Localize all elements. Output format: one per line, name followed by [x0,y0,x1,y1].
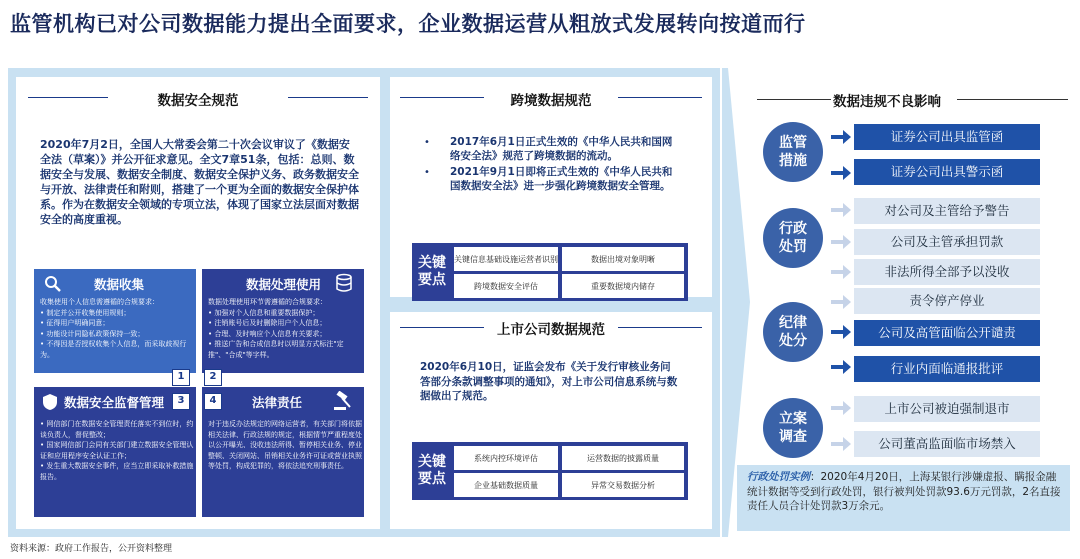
listed-paragraph: 2020年6月10日，证监会发布《关于发行审核业务问答部分条款调整事项的通知》，对上市公司信息系统与数据做出了规范。 [420,361,678,402]
key-points-box [412,442,688,500]
arrow-right-icon [831,401,851,415]
case-label: 行政处罚实例 [747,471,810,483]
key-points-box [412,243,688,301]
tile-data-collection [34,269,196,373]
key-point: 数据出境对象明晰 [562,247,684,271]
impact-item: 对公司及主管给予警告 [854,198,1040,224]
source-note: 资料来源：政府工作报告，公开资料整理 [10,544,173,554]
arrow-right-icon [831,437,851,451]
key-point: 运营数据的披露质量 [562,446,684,470]
key-label: 关键要点 [418,255,446,288]
key-label: 关键要点 [418,454,446,487]
arrow-right-icon [831,203,851,217]
arrow-right-icon [831,360,851,374]
impact-item: 证券公司出具警示函 [854,159,1040,185]
list-item: 2021年9月1日即将正式生效的《中华人民共和国数据安全法》进一步强化跨境数据安全管理。 [450,166,673,192]
section-title: 上市公司数据规范 [497,322,605,338]
shield-icon [42,393,58,411]
gavel-icon [332,391,354,411]
key-point: 重要数据境内储存 [562,274,684,298]
tile-body: 收集使用个人信息需遵循的合规要求： • 制定并公开收集使用规则； • 征得用户明确同意； • 功能设计同隐私政策保持一致； • 不得因是否授权收集个人信息，而采取歧视行为。 [40,298,187,359]
impact-title: 数据违规不良影响 [833,94,941,110]
key-point: 异常交易数据分析 [562,473,684,497]
impact-item: 证券公司出具监管函 [854,124,1040,150]
tile-title: 数据安全监督管理 [64,395,165,410]
number-badge: 2 [204,369,222,386]
impact-item: 公司及主管承担罚款 [854,229,1040,255]
arrow-right-icon [831,130,851,144]
arrow-right-icon [831,235,851,249]
impact-item: 行业内面临通报批评 [854,356,1040,382]
case-example-box [737,465,1070,531]
key-point: 跨境数据安全评估 [454,274,558,298]
tile-body: 数据处理使用环节需遵循的合规要求： • 加强对个人信息和重要数据保护； • 注销账号后及时删除用户个人信息； • 合理、及时响应个人信息有关要求； • 推送广告和合成信息时以明显方式标注"定推"、"合成"等字样。 [208,298,344,359]
case-text: ：2020年4月20日，上海某银行涉嫌虚报、瞒报金融统计数据等受到行政处罚，银行被判处罚款93.6万元罚款，2名直接责任人员合计处罚款3万余元。 [747,471,1061,512]
impact-item: 非法所得全部予以没收 [854,259,1040,285]
arrow-right-icon [831,265,851,279]
arrow-right-icon [831,166,851,180]
arrow-right-icon [831,325,851,339]
cross-border-panel: 跨境数据规范 • 2017年6月1日正式生效的《中华人民共和国网络安全法》规范了跨境数据的流动。 • 2021年9月1日即将正式生效的《中华人民共和国数据安全法》进一步强化跨境数据安全管理。 关键要点 关键信息基础设施运营者识别 数据出境对象明晰 跨境数据安全评估 重要数据境内储存 [390,77,712,297]
tile-title: 数据收集 [94,277,145,292]
tile-body: • 网信部门在数据安全管理责任落实不到位时，约谈负责人，督促整改； • 国家网信部门会同有关部门建立数据安全管理认证和应用程序安全认证工作； • 发生重大数据安全事件，应当立即采取补救措施报告。 [40,420,194,481]
category-circle: 行政处罚 [763,208,823,268]
impact-item: 上市公司被迫强制退市 [854,396,1040,422]
arrow-right-icon [831,295,851,309]
impact-item: 责令停产停业 [854,288,1040,314]
tile-data-processing [202,269,364,373]
category-circle: 立案调查 [763,398,823,458]
tile-title: 数据处理使用 [246,277,322,292]
impact-item: 公司及高管面临公开谴责 [854,320,1040,346]
tile-body: 对于违反办法规定的网络运营者，有关部门将依据相关法律、行政法规的规定，根据情节严重程度处以公开曝光、没收违法所得、暂停相关业务、停业整顿、关闭网站、吊销相关业务许可证或营业执照等处罚，构成犯罪的，将依法追究刑事责任。 [208,420,362,470]
number-badge: 3 [172,393,190,410]
impact-item: 公司董高监面临市场禁入 [854,431,1040,457]
section-title: 数据安全规范 [157,93,239,109]
section-title: 跨境数据规范 [510,93,592,109]
list-item: 2017年6月1日正式生效的《中华人民共和国网络安全法》规范了跨境数据的流动。 [450,136,673,162]
category-circle: 监管措施 [763,122,823,182]
key-point: 企业基础数据质量 [454,473,558,497]
search-icon [44,275,62,293]
number-badge: 4 [204,393,222,410]
tile-title: 法律责任 [252,395,303,410]
key-point: 关键信息基础设施运营者识别 [454,247,558,271]
category-circle: 纪律处分 [763,302,823,362]
listed-company-panel [390,312,712,529]
page-title: 监管机构已对公司数据能力提出全面要求，企业数据运营从粗放式发展转向按道而行 [10,12,806,36]
number-badge: 1 [172,369,190,386]
key-point: 系统内控环境评估 [454,446,558,470]
tile-legal-liability [202,387,364,517]
law-paragraph: 2020年7月2日，全国人大常委会第二十次会议审议了《数据安全法（草案）》并公开征求意见。全文7章51条，包括：总则、数据安全与发展、数据安全制度、数据安全保护义务、政务数据安全与开放、法律责任和附则，搭建了一个更为全面的数据安全保护体系。作为在数据安全领域的专项立法，体现了国家立法层面对数据安全的高度重视。 [40,138,359,226]
data-security-panel [16,77,380,529]
database-icon [334,273,354,293]
